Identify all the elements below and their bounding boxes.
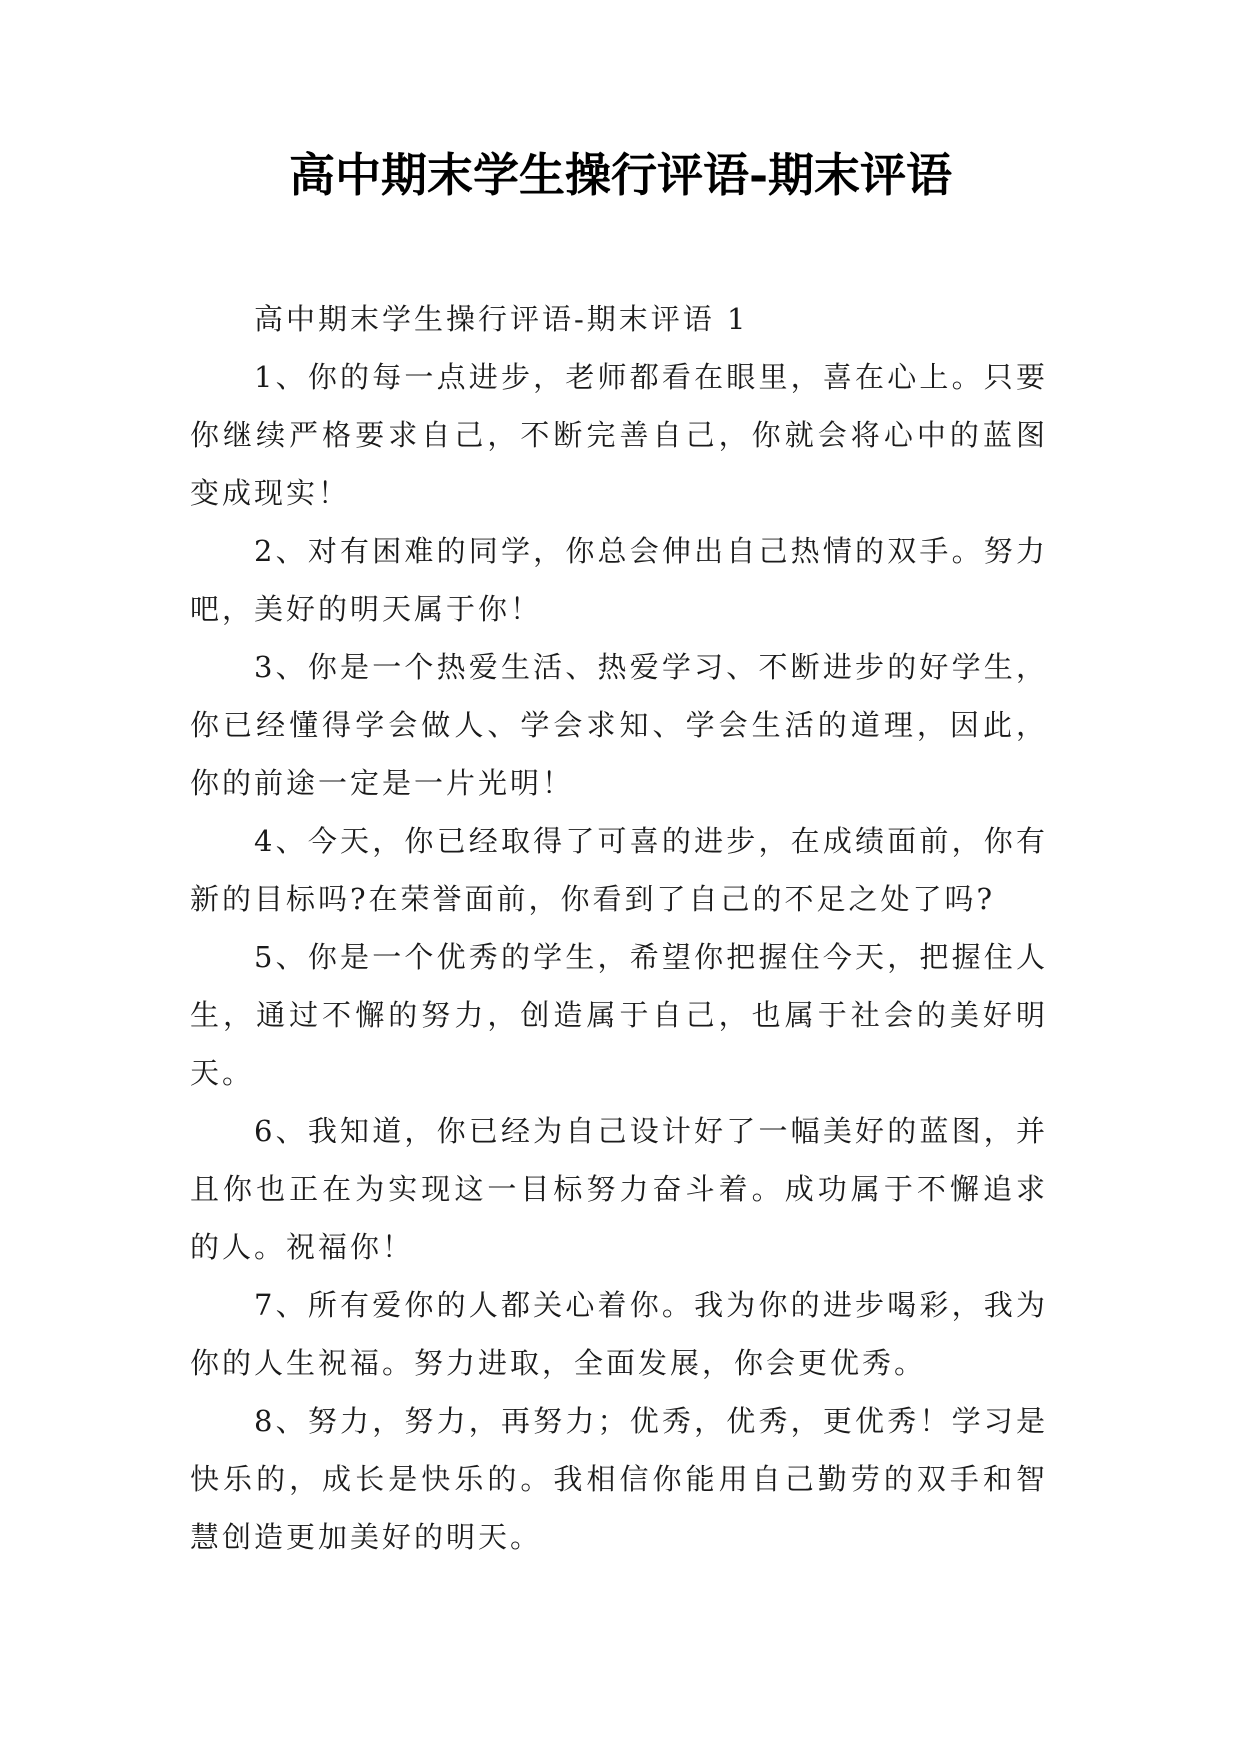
comment-paragraph-1: 1、你的每一点进步，老师都看在眼里，喜在心上。只要你继续严格要求自己，不断完善自己，你就会将心中的蓝图变成现实！ xyxy=(190,360,1048,510)
comment-paragraph-7: 7、所有爱你的人都关心着你。我为你的进步喝彩，我为你的人生祝福。努力进取，全面发展，你会更优秀。 xyxy=(190,1288,1048,1380)
comment-paragraph-8: 8、努力，努力，再努力；优秀，优秀，更优秀！学习是快乐的，成长是快乐的。我相信你能用自己勤劳的双手和智慧创造更加美好的明天。 xyxy=(190,1404,1048,1554)
document-title: 高中期末学生操行评语-期末评语 xyxy=(288,148,953,202)
comment-paragraph-6: 6、我知道，你已经为自己设计好了一幅美好的蓝图，并且你也正在为实现这一目标努力奋斗着。成功属于不懈追求的人。祝福你！ xyxy=(190,1114,1048,1264)
section-heading: 高中期末学生操行评语-期末评语 1 xyxy=(254,302,749,336)
comment-paragraph-3: 3、你是一个热爱生活、热爱学习、不断进步的好学生，你已经懂得学会做人、学会求知、学会生活的道理，因此，你的前途一定是一片光明！ xyxy=(190,650,1048,800)
comment-paragraph-5: 5、你是一个优秀的学生，希望你把握住今天，把握住人生，通过不懈的努力，创造属于自己，也属于社会的美好明天。 xyxy=(190,940,1048,1090)
document-body xyxy=(190,290,1048,1566)
comment-paragraph-2: 2、对有困难的同学，你总会伸出自己热情的双手。努力吧，美好的明天属于你！ xyxy=(190,534,1048,626)
comment-paragraph-4: 4、今天，你已经取得了可喜的进步，在成绩面前，你有新的目标吗?在荣誉面前，你看到了自己的不足之处了吗? xyxy=(190,824,1048,916)
